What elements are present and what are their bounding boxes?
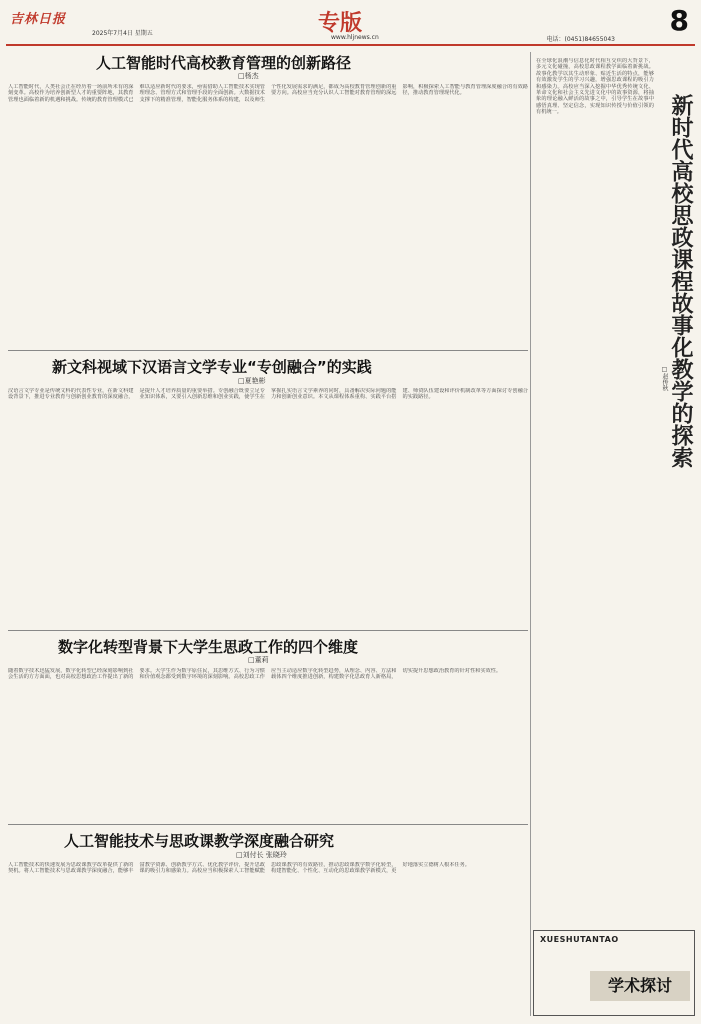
- article-3-title: 数字化转型背景下大学生思政工作的四个维度: [58, 638, 359, 656]
- phone: 电话：(0451)84655043: [546, 36, 615, 43]
- sidebar-author: □赵传秋: [661, 366, 668, 391]
- column-stamp: [533, 930, 695, 1016]
- sidebar-title: 新时代高校思政课程故事化教学的探索: [668, 94, 693, 468]
- dateline: 2025年7月4日 星期五: [92, 30, 153, 37]
- article-1-title: 人工智能时代高校教育管理的创新路径: [96, 54, 352, 72]
- article-4-body: 人工智能技术的快速发展为思政课教学改革提供了新的契机。将人工智能技术与思政课教学深度融合，能够丰富教学资源、创新教学方式、优化教学评价，提升思政课的吸引力和感染力。高校应当积极探索人工智能赋能思政课教学的有效路径，推动思政课教学数字化转型，构建智能化、个性化、互动化的思政课教学新模式，更好地落实立德树人根本任务。: [8, 862, 470, 875]
- article-1-author: □杨杰: [238, 72, 259, 80]
- website: www.hljnews.cn: [331, 34, 379, 41]
- newspaper-logo: 吉林日报: [10, 12, 67, 27]
- masthead: [6, 4, 695, 46]
- article-4-title: 人工智能技术与思政课教学深度融合研究: [64, 832, 335, 850]
- sidebar-article: [532, 54, 696, 924]
- column-stamp-chinese: 学术探讨: [590, 971, 690, 1001]
- divider: [8, 630, 528, 631]
- article-3-author: □董莉: [248, 656, 269, 664]
- column-stamp-english: XUESHUTANTAO: [540, 935, 619, 944]
- section-title: 专版: [318, 11, 363, 36]
- article-2-body: 汉语言文学专业是传统文科的代表性专业，在新文科建设背景下，推进专业教育与创新创业教育的深度融合，是提升人才培养质量的重要举措。专创融合既要立足专业知识体系，又要引入创新思维和创业实践，使学生在掌握扎实语言文学素养的同时，具备解决实际问题的能力和创新创业意识。本文从课程体系重构、实践平台搭建、师资队伍建设和评价机制改革等方面探讨专创融合的实践路径。: [8, 388, 528, 401]
- article-1-body: 人工智能时代，人类社会正在经历着一场前所未有的深刻变革。高校作为培养创新型人才的重要阵地，其教育管理也面临着新的机遇和挑战。传统的教育管理模式已难以适应新时代的要求，亟需借助人工智能技术实现管理理念、管理方式和管理手段的全面创新。大数据技术支撑下的精准管理，智能化服务体系的构建，以及师生个性化发展需求的满足，都成为高校教育管理创新的重要方向。高校应当充分认识人工智能对教育管理的深远影响，积极探索人工智能与教育管理深度融合的有效路径，推动教育管理现代化。: [8, 84, 528, 103]
- divider: [8, 824, 528, 825]
- article-4-author: □刘付长 张晓玲: [236, 851, 287, 859]
- article-2-title: 新文科视域下汉语言文学专业“专创融合”的实践: [52, 358, 372, 376]
- divider: [8, 350, 528, 351]
- page-number: 8: [669, 4, 689, 37]
- column-divider: [530, 52, 531, 1016]
- article-3-body: 随着数字技术迅猛发展，数字化转型已经深刻影响到社会生活的方方面面，也对高校思想政治工作提出了新的要求。大学生作为数字原住民，其思维方式、行为习惯和价值观念都受到数字环境的深刻影响。高校思政工作应当主动适应数字化转型趋势，从理念、内容、方法和载体四个维度推进创新，构建数字化思政育人新格局，切实提升思想政治教育的针对性和实效性。: [8, 668, 502, 681]
- sidebar-body: 在全球化浪潮与信息化时代相互交织的大背景下，多元文化碰撞，高校思政课程教学面临着新挑战。故事化教学以其生动形象、贴近生活的特点，能够有效激发学生的学习兴趣，增强思政课程的吸引力和感染力。高校应当深入挖掘中华优秀传统文化、革命文化和社会主义先进文化中的故事资源，将抽象的理论融入鲜活的故事之中，引导学生在故事中感悟真理、坚定信念，实现知识传授与价值引领的有机统一。: [536, 58, 654, 116]
- article-2-author: □夏艳彬: [238, 377, 266, 385]
